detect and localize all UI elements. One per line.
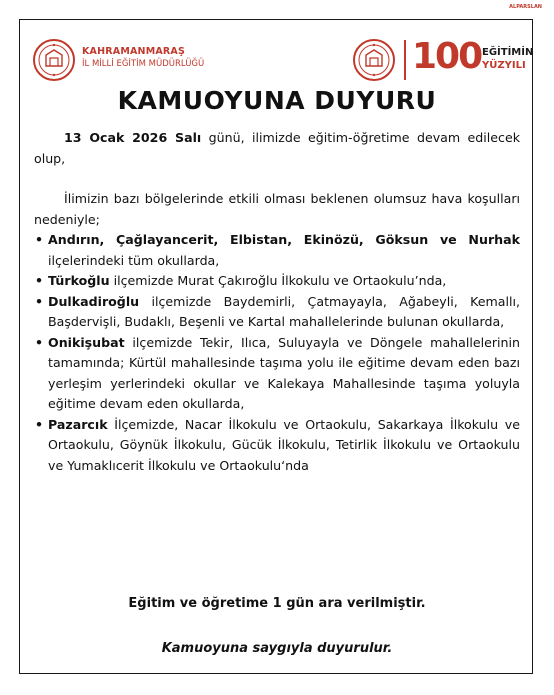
list-item-text: ilçemizde Murat Çakıroğlu İlkokulu ve Ortaokulu’nda, xyxy=(109,273,447,288)
reason-paragraph: İlimizin bazı bölgelerinde etkili olması beklenen olumsuz hava koşulları nedeniyle; xyxy=(34,191,520,227)
list-item-district: Dulkadiroğlu xyxy=(48,293,140,309)
page-title: KAMUOYUNA DUYURU xyxy=(117,86,437,115)
meb-seal-icon xyxy=(32,38,76,82)
org-name xyxy=(82,46,204,69)
letterhead xyxy=(32,36,534,88)
intro-text: günü, ilimizde eğitim-öğretime devam edilecek olup, xyxy=(34,130,521,166)
school-closure-list xyxy=(34,230,520,476)
org-name-line1: KAHRAMANMARAŞ xyxy=(82,46,186,57)
list-item-text: İlçemizde, Nacar İlkokulu ve Ortaokulu, Sakarkaya İlkokulu ve Ortaokulu, Göynük İlkokulu, Gücük İlkokulu, Tetirlik İlkokulu ve Ortaokulu ve Yumaklıcerit İlkokulu ve Ortaokulu‘nda xyxy=(48,416,520,473)
announcement-body xyxy=(34,128,520,476)
list-item-district: Andırın, Çağlayancerit, Elbistan, Ekinözü, Göksun ve Nurhak xyxy=(48,232,520,247)
list-item xyxy=(34,333,520,415)
list-item xyxy=(34,230,520,271)
closing-statement: Eğitim ve öğretime 1 gün ara verilmiştir. xyxy=(128,596,426,611)
intro-date: 13 Ocak 2026 Salı xyxy=(64,130,202,145)
list-item-district: Onikişubat xyxy=(48,334,125,350)
list-item-text: ilçemizde Baydemirli, Çatmayayla, Ağabeyli, Kemallı, Başdervişli, Budaklı, Beşenli ve Kartal mahallelerinde bulunan okullarda, xyxy=(48,293,520,329)
org-name-line2: İL MİLLİ EĞİTİM MÜDÜRLÜĞÜ xyxy=(82,59,205,69)
meb-seal-icon-right xyxy=(352,38,396,82)
list-item-district: Türkoğlu xyxy=(48,273,110,288)
list-item-text: ilçelerindeki tüm okullarda, xyxy=(48,252,220,268)
century-word1: EĞİTİMİN xyxy=(482,47,534,58)
list-item-district: Pazarcık xyxy=(48,416,108,432)
closing-salutation: Kamuoyuna saygıyla duyurulur. xyxy=(161,641,393,656)
header-divider xyxy=(404,40,406,80)
intro-paragraph xyxy=(34,128,520,169)
list-item-text: ilçemizde Tekir, Ilıca, Suluyayla ve Döngele mahallelerinin tamamında; Kürtül mahallesinde taşıma yolu ile eğitime devam eden bazı yerleşim yerlerindeki okullar ve Kalekaya Mahallesinde taşıma yoluyla eğitime devam eden okullarda, xyxy=(48,334,520,411)
corner-watermark-logo: ALPARSLAN xyxy=(509,4,542,10)
century-number: 100 xyxy=(412,36,482,77)
list-item xyxy=(34,292,520,333)
list-item xyxy=(34,415,520,477)
century-word2: YÜZYILI xyxy=(482,60,526,71)
list-item xyxy=(34,271,520,292)
